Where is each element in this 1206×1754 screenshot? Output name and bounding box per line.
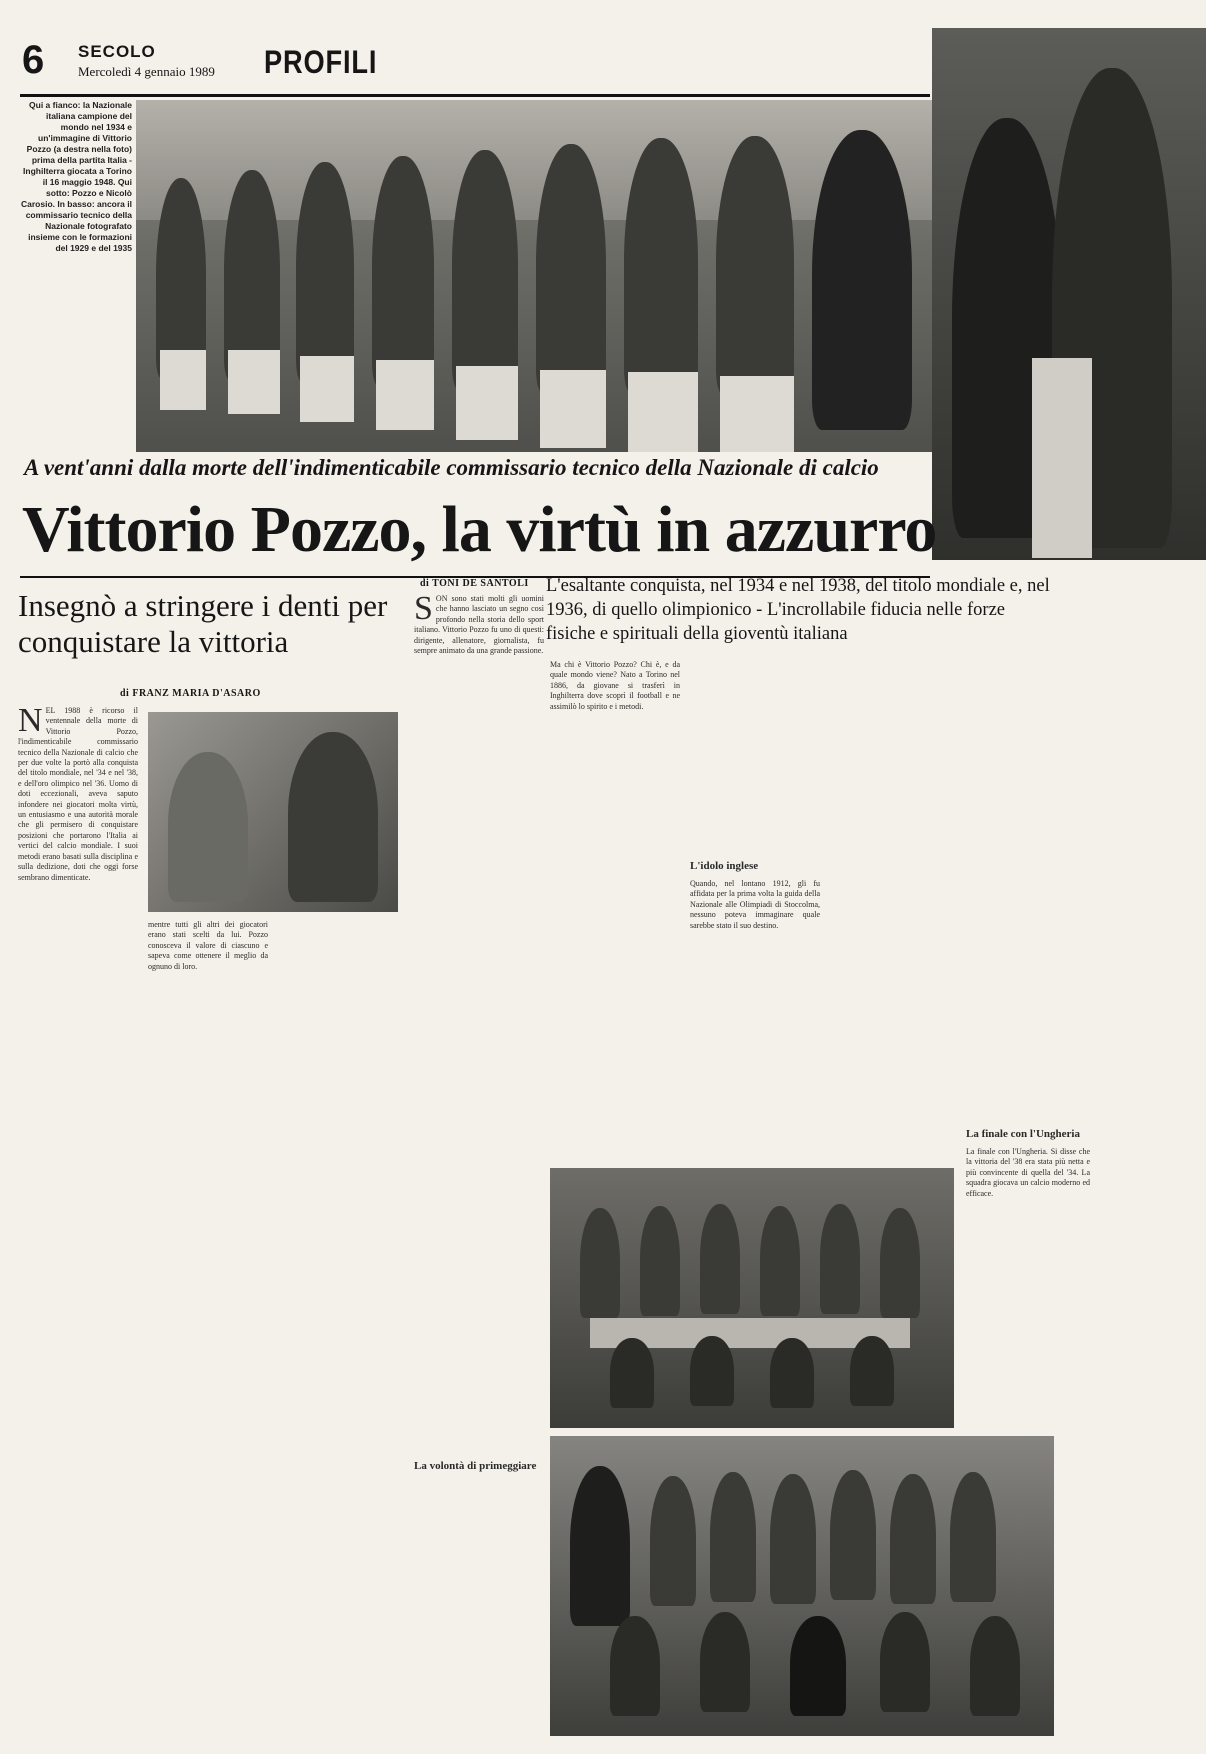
kicker: A vent'anni dalla morte dell'indimenticabile commissario tecnico della Nazionale di calcio: [24, 455, 879, 480]
column-9: [414, 1160, 544, 1736]
column-7: [826, 660, 956, 1160]
column-5: Ma chi è Vittorio Pozzo? Chi è, e da quale mondo viene? Nato a Torino nel 1886, da giovane si trasferì in Inghilterra dove scoprì il football e ne assimilò lo spirito e i metodi.: [550, 660, 680, 711]
column-6-text: Quando, nel lontano 1912, gli fu affidata per la prima volta la guida della Nazionale alle Olimpiadi di Stoccolma, nessuno poteva immaginare quale sarebbe stato il suo destino.: [690, 879, 820, 930]
masthead-rule: [20, 94, 930, 97]
sidehead-finale: La finale con l'Ungheria: [966, 1128, 1080, 1140]
deck: L'esaltante conquista, nel 1934 e nel 1938, del titolo mondiale e, nel 1936, di quello olimpionico - L'incrollabile fiducia nelle forze fisiche e spirituali della gioventù italiana: [546, 576, 1050, 644]
column-3: [278, 920, 398, 1736]
column-6: [690, 660, 820, 1160]
byline-right: di TONI DE SANTOLI: [420, 578, 529, 589]
column-4-text: ON sono stati molti gli uomini che hanno lasciato un segno così profondo nella storia dello sport italiano. Vittorio Pozzo fu uno di questi: dirigente, allenatore, giornalista, fu sempre animato da una grande passione.: [414, 594, 544, 656]
subhead: Insegnò a stringere i denti per conquistare la vittoria: [18, 588, 388, 659]
column-1: [18, 706, 138, 1736]
newspaper-name: SECOLO: [78, 42, 156, 61]
top-photo-caption: Qui a fianco: la Nazionale italiana campione del mondo nel 1934 e un'immagine di Vittorio Pozzo (a destra nella foto) prima della partita Italia - Inghilterra giocata a Torino il 16 maggio 1948. Qui sotto: Pozzo e Nicolò Carosio. In basso: ancora il commissario tecnico della Nazionale fotografato insieme con le formazioni del 1929 e del 1935: [20, 100, 132, 253]
column-2: mentre tutti gli altri dei giocatori erano stati scelti da lui. Pozzo conosceva il valore di ciascuno e sapeva come ottenere il meglio da ognuno di loro.: [148, 920, 268, 971]
dropcap-s: S: [414, 594, 433, 627]
sidehead-idolo: L'idolo inglese: [690, 860, 759, 872]
pozzo-photo-1948: [932, 28, 1206, 560]
team-photo-1934: [136, 100, 932, 452]
column-1-text: EL 1988 è ricorso il ventennale della morte di Vittorio Pozzo, l'indimenticabile commissario tecnico della Nazionale di calcio che per due volte la portò alla conquista del titolo mondiale, nel '34 e nel '38, e dell'oro olimpico nel '36. Uomo di doti eccezionali, aveva saputo infondere nei giocatori molta virtù, un entusiasmo e una autorità morale che gli permisero di conquistare posizioni che portarono l'Italia ai vertici del calcio mondiale. I suoi metodi erano basati sulla disciplina e sulla dedizione, doti che oggi forse sembrano dimenticate.: [18, 706, 138, 882]
issue-date: Mercoledì 4 gennaio 1989: [78, 64, 215, 79]
page-number: 6: [22, 38, 45, 82]
section-title: PROFILI: [264, 44, 378, 80]
team-photo-1935: [550, 1436, 1054, 1736]
sidehead-volonta: La volontà di primeggiare: [414, 1460, 537, 1472]
pozzo-carosio-photo: [148, 712, 398, 912]
byline-left: di FRANZ MARIA D'ASARO: [120, 688, 261, 699]
dropcap: N: [18, 706, 43, 739]
team-photo-1929: [550, 1168, 954, 1428]
column-8-text: La finale con l'Ungheria. Si disse che la vittoria del '38 era stata più netta e più convincente di quella del '34. La squadra giocava un calcio moderno ed efficace.: [966, 1147, 1090, 1198]
headline: Vittorio Pozzo, la virtù in azzurro: [22, 493, 937, 566]
